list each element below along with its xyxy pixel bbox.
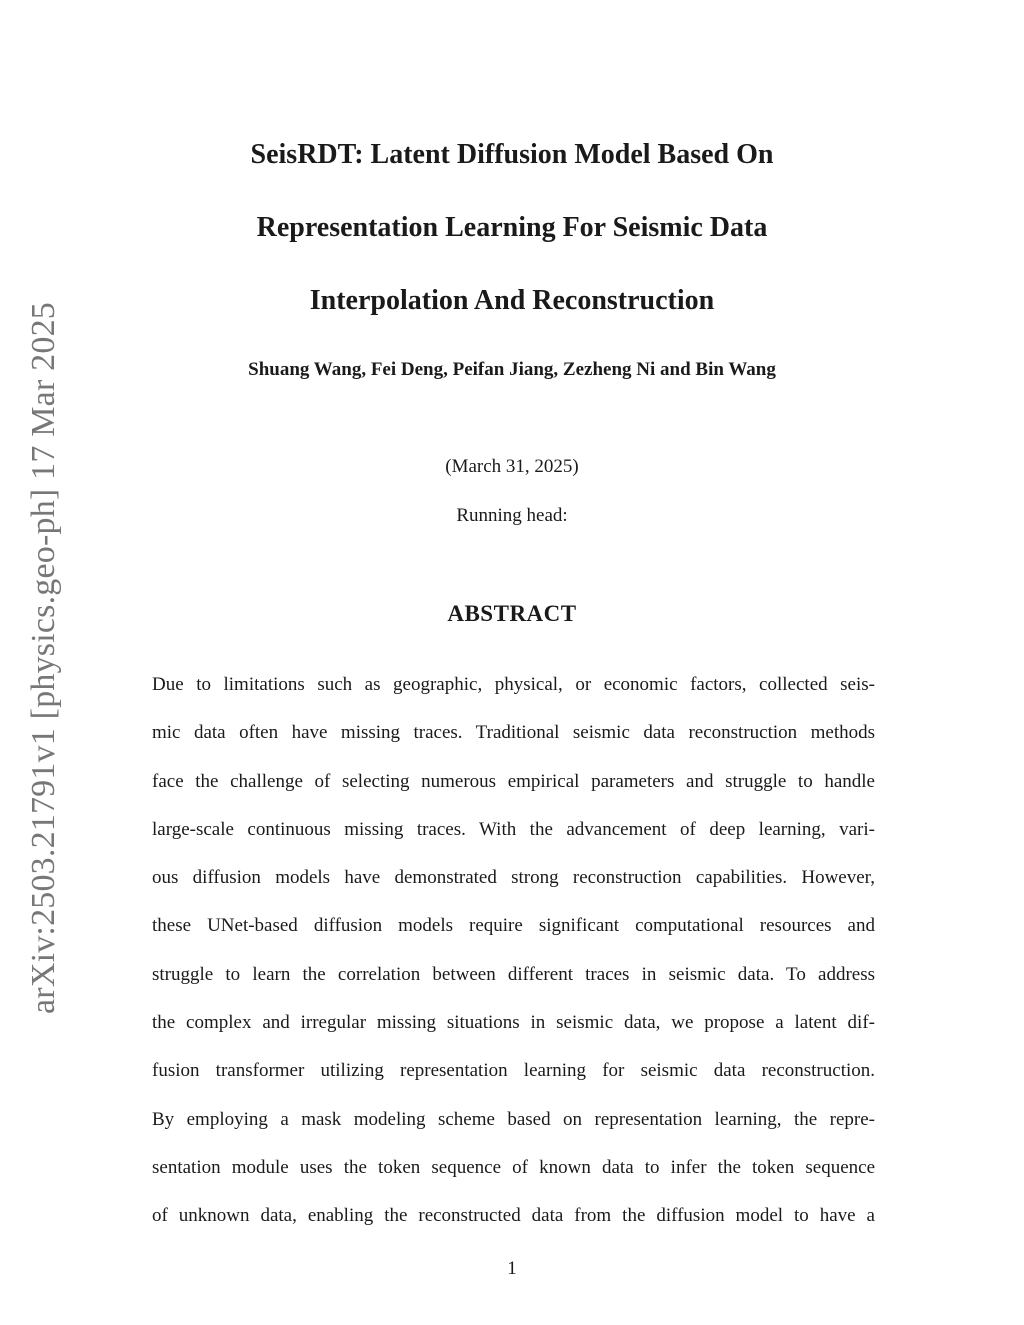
paper-title-line-3: Interpolation And Reconstruction [309, 285, 715, 316]
paper-title-line-1: SeisRDT: Latent Diffusion Model Based On [250, 139, 774, 170]
abstract-line: the complex and irregular missing situations in seismic data, we propose a latent dif- [152, 1012, 875, 1034]
abstract-line: mic data often have missing traces. Traditional seismic data reconstruction methods [152, 722, 875, 744]
running-head: Running head: [456, 505, 568, 526]
author-list: Shuang Wang, Fei Deng, Peifan Jiang, Zezheng Ni and Bin Wang [248, 359, 776, 380]
abstract-line: Due to limitations such as geographic, physical, or economic factors, collected seis- [152, 674, 875, 695]
abstract-line: large-scale continuous missing traces. With the advancement of deep learning, vari- [152, 818, 875, 840]
abstract-line: struggle to learn the correlation between different traces in seismic data. To address [152, 963, 875, 985]
paper-title-line-2: Representation Learning For Seismic Data [256, 212, 768, 243]
abstract-line: ous diffusion models have demonstrated strong reconstruction capabilities. However, [152, 867, 875, 889]
publication-date: (March 31, 2025) [445, 456, 579, 477]
page-number: 1 [507, 1258, 517, 1279]
abstract-body [152, 672, 875, 1252]
abstract-line: face the challenge of selecting numerous empirical parameters and struggle to handle [152, 770, 875, 792]
arxiv-identifier-stamp: arXiv:2503.21791v1 [physics.geo-ph] 17 Mar 2025 [25, 302, 62, 1014]
abstract-line: By employing a mask modeling scheme based on representation learning, the repre- [152, 1108, 875, 1130]
abstract-line: these UNet-based diffusion models require significant computational resources and [152, 915, 875, 937]
abstract-line: fusion transformer utilizing representation learning for seismic data reconstruction. [152, 1060, 875, 1082]
abstract-line: of unknown data, enabling the reconstructed data from the diffusion model to have a [152, 1205, 875, 1227]
abstract-heading: ABSTRACT [447, 601, 577, 626]
abstract-line: sentation module uses the token sequence of known data to infer the token sequence [152, 1156, 875, 1178]
